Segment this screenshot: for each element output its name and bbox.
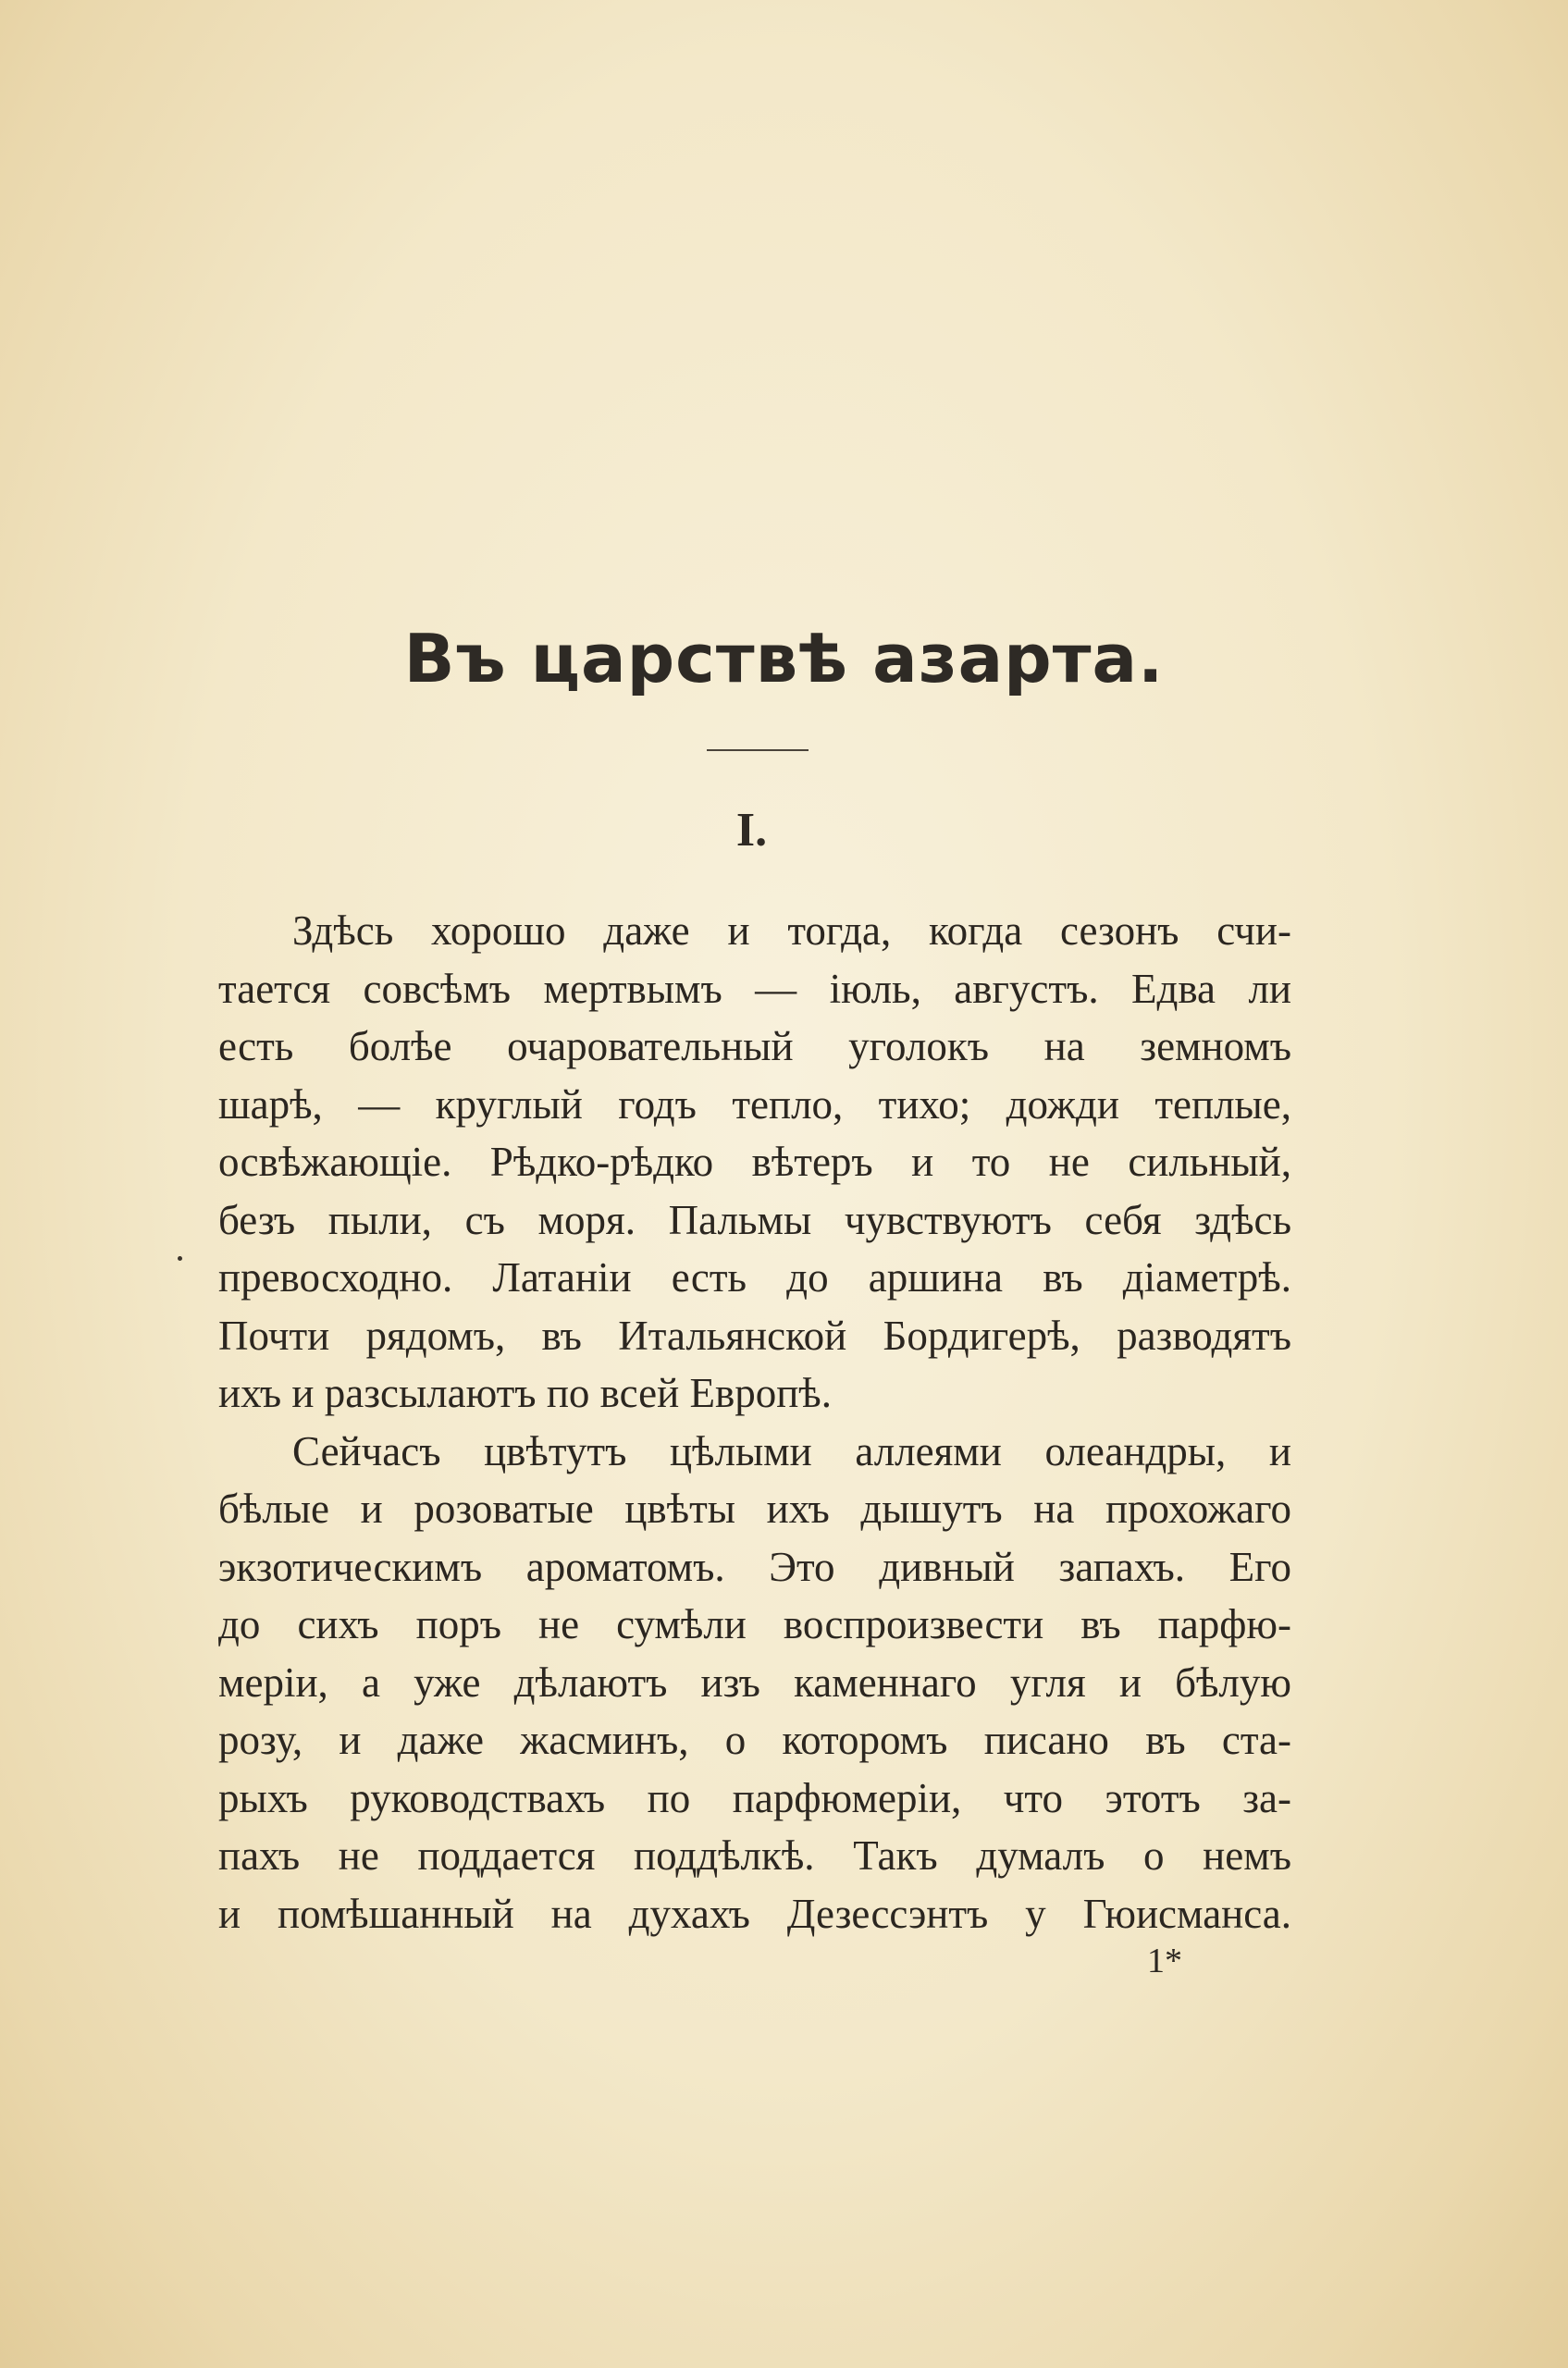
text-line: освѣжающіе. Рѣдко-рѣдко вѣтеръ и то не сильный, bbox=[218, 1139, 1291, 1185]
page-title: Въ царствѣ азарта. bbox=[403, 620, 1165, 697]
chapter-number: I. bbox=[735, 804, 768, 857]
text-line: бѣлые и розоватые цвѣты ихъ дышутъ на прохожаго bbox=[218, 1486, 1291, 1532]
ink-speck bbox=[178, 1256, 182, 1261]
text-line: пахъ не поддается поддѣлкѣ. Такъ думалъ о немъ bbox=[218, 1832, 1291, 1879]
text-line: превосходно. Латаніи есть до аршина въ діаметрѣ. bbox=[218, 1254, 1291, 1301]
text-line: тается совсѣмъ мертвымъ — іюль, августъ. Едва ли bbox=[218, 965, 1291, 1012]
text-line: есть болѣе очаровательный уголокъ на земномъ bbox=[218, 1023, 1291, 1069]
text-line: безъ пыли, съ моря. Пальмы чувствуютъ себя здѣсь bbox=[218, 1196, 1291, 1243]
text-line: розу, и даже жасминъ, о которомъ писано въ ста- bbox=[218, 1717, 1291, 1763]
text-line: до сихъ поръ не сумѣли воспроизвести въ парфю- bbox=[218, 1601, 1291, 1647]
title-divider bbox=[707, 749, 809, 751]
body-text bbox=[218, 902, 1291, 1942]
text-line: меріи, а уже дѣлаютъ изъ каменнаго угля и бѣлую bbox=[218, 1659, 1291, 1706]
text-line: Здѣсь хорошо даже и тогда, когда сезонъ счи- bbox=[292, 907, 1291, 954]
text-line: и помѣшанный на духахъ Дезессэнтъ у Гюисманса. bbox=[218, 1890, 1291, 1937]
text-line: экзотическимъ ароматомъ. Это дивный запахъ. Его bbox=[218, 1543, 1291, 1590]
text-line: ихъ и разсылаютъ по всей Европѣ. bbox=[218, 1370, 832, 1416]
text-line: Почти рядомъ, въ Итальянской Бордигерѣ, разводятъ bbox=[218, 1312, 1291, 1359]
text-line: рыхъ руководствахъ по парфюмеріи, что этотъ за- bbox=[218, 1774, 1291, 1821]
text-line: Сейчасъ цвѣтутъ цѣлыми аллеями олеандры, и bbox=[292, 1427, 1291, 1474]
signature-mark: 1* bbox=[1147, 1942, 1182, 1980]
text-line: шарѣ, — круглый годъ тепло, тихо; дожди теплые, bbox=[218, 1080, 1291, 1128]
